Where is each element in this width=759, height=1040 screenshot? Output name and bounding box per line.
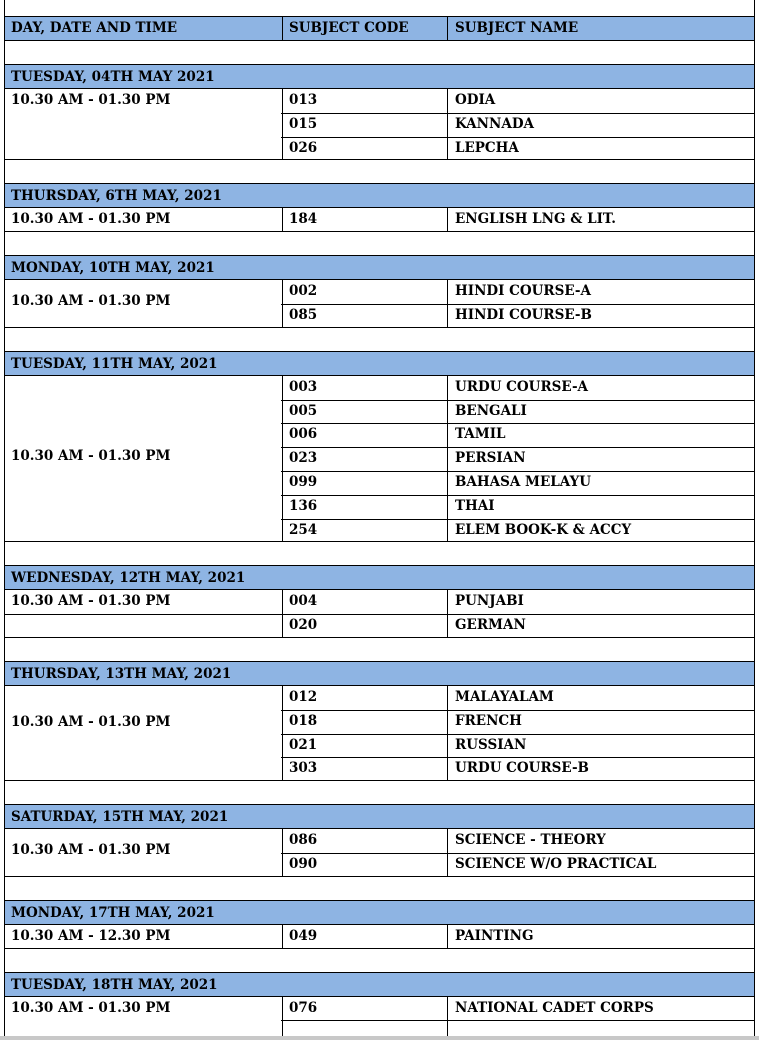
column-divider-2 xyxy=(447,89,448,159)
blank-spacer-row xyxy=(4,781,755,805)
subject-name: HINDI COURSE-B xyxy=(455,306,592,323)
date-header-row xyxy=(4,973,755,997)
blank-spacer-row xyxy=(4,328,755,352)
subject-code: 015 xyxy=(289,115,318,132)
exam-date: WEDNESDAY, 12TH MAY, 2021 xyxy=(11,570,246,587)
subject-code: 023 xyxy=(289,450,318,467)
date-header-row xyxy=(4,65,755,89)
blank-spacer-row xyxy=(4,41,755,65)
date-header-row xyxy=(4,352,755,376)
subject-code: 076 xyxy=(289,999,318,1016)
exam-date: TUESDAY, 11TH MAY, 2021 xyxy=(11,355,218,372)
subject-code: 006 xyxy=(289,426,318,443)
date-header-row xyxy=(4,256,755,280)
subject-code: 254 xyxy=(289,521,318,538)
subject-row-divider xyxy=(281,757,755,758)
header-day-date-time: DAY, DATE AND TIME xyxy=(11,20,178,36)
exam-time: 10.30 AM - 01.30 PM xyxy=(11,211,171,228)
subject-name: HINDI COURSE-A xyxy=(455,283,591,300)
exam-time: 10.30 AM - 01.30 PM xyxy=(11,448,171,465)
header-divider-1 xyxy=(282,17,283,40)
column-divider-1 xyxy=(282,376,283,542)
subject-name: PERSIAN xyxy=(455,450,526,467)
subject-code: 003 xyxy=(289,378,318,395)
date-header-row xyxy=(4,662,755,686)
subject-name: THAI xyxy=(455,497,495,514)
subject-code: 013 xyxy=(289,92,318,108)
subject-code: 012 xyxy=(289,689,318,705)
subject-row-divider xyxy=(281,853,755,854)
subject-name: ENGLISH LNG & LIT. xyxy=(455,211,616,228)
column-divider-1 xyxy=(282,89,283,159)
exam-time: 10.30 AM - 01.30 PM xyxy=(11,841,171,858)
subject-name: SCIENCE - THEORY xyxy=(455,832,606,849)
subject-name: GERMAN xyxy=(455,617,526,634)
subject-row-divider xyxy=(281,447,755,448)
subject-row-divider xyxy=(281,519,755,520)
exam-date: THURSDAY, 13TH MAY, 2021 xyxy=(11,666,232,682)
date-header-row xyxy=(4,184,755,208)
subject-code: 021 xyxy=(289,736,318,753)
exam-slot-block xyxy=(4,925,755,949)
exam-slot-block xyxy=(4,89,755,160)
column-divider-2 xyxy=(447,925,448,948)
exam-date: MONDAY, 17TH MAY, 2021 xyxy=(11,904,215,921)
subject-row-divider xyxy=(281,710,755,711)
subject-name: PAINTING xyxy=(455,927,534,944)
subject-name: KANNADA xyxy=(455,115,534,132)
column-divider-2 xyxy=(447,376,448,542)
column-divider-2 xyxy=(447,997,448,1040)
subject-code: 136 xyxy=(289,497,318,514)
exam-time: 10.30 AM - 12.30 PM xyxy=(11,927,171,944)
subject-row-divider xyxy=(281,495,755,496)
header-subject-name: SUBJECT NAME xyxy=(455,20,579,36)
subject-name: ODIA xyxy=(455,92,496,108)
subject-row-divider xyxy=(4,614,755,615)
exam-time: 10.30 AM - 01.30 PM xyxy=(11,92,171,108)
exam-time: 10.30 AM - 01.30 PM xyxy=(11,999,171,1016)
subject-code: 085 xyxy=(289,306,318,323)
exam-slot-block xyxy=(4,997,755,1040)
subject-row-divider xyxy=(281,423,755,424)
top-blank-row xyxy=(4,0,755,17)
subject-row-divider xyxy=(281,1020,755,1021)
blank-spacer-row xyxy=(4,160,755,184)
date-header-row xyxy=(4,805,755,829)
subject-name: SCIENCE W/O PRACTICAL xyxy=(455,855,657,872)
subject-row-divider xyxy=(281,471,755,472)
subject-code: 020 xyxy=(289,617,318,634)
date-header-row xyxy=(4,901,755,925)
subject-name: BAHASA MELAYU xyxy=(455,473,591,490)
subject-row-divider xyxy=(281,113,755,114)
exam-date: SATURDAY, 15TH MAY, 2021 xyxy=(11,809,229,826)
subject-code: 026 xyxy=(289,139,318,156)
subject-name: MALAYALAM xyxy=(455,689,554,705)
subject-name: ELEM BOOK-K & ACCY xyxy=(455,521,632,538)
subject-row-divider xyxy=(281,400,755,401)
date-header-row xyxy=(4,566,755,590)
subject-name: URDU COURSE-A xyxy=(455,378,589,395)
subject-code: 004 xyxy=(289,593,318,610)
exam-time: 10.30 AM - 01.30 PM xyxy=(11,593,171,610)
subject-code: 005 xyxy=(289,402,318,419)
column-divider-1 xyxy=(282,925,283,948)
exam-date: MONDAY, 10TH MAY, 2021 xyxy=(11,260,215,277)
column-divider-2 xyxy=(447,208,448,231)
subject-code: 086 xyxy=(289,832,318,849)
subject-row-divider xyxy=(281,137,755,138)
exam-time: 10.30 AM - 01.30 PM xyxy=(11,292,171,309)
exam-time: 10.30 AM - 01.30 PM xyxy=(11,713,171,730)
subject-code: 099 xyxy=(289,473,318,490)
column-divider-1 xyxy=(282,208,283,231)
blank-spacer-row xyxy=(4,949,755,973)
subject-code: 049 xyxy=(289,927,318,944)
subject-row-divider xyxy=(281,734,755,735)
header-subject-code: SUBJECT CODE xyxy=(289,20,409,36)
exam-date: TUESDAY, 18TH MAY, 2021 xyxy=(11,976,218,993)
blank-spacer-row xyxy=(4,877,755,901)
column-divider-1 xyxy=(282,997,283,1040)
subject-code: 018 xyxy=(289,712,318,729)
page-edge-shadow xyxy=(0,1036,759,1040)
subject-code: 090 xyxy=(289,855,318,872)
exam-date: THURSDAY, 6TH MAY, 2021 xyxy=(11,188,222,205)
subject-name: LEPCHA xyxy=(455,139,519,156)
subject-code: 184 xyxy=(289,211,318,228)
header-divider-2 xyxy=(447,17,448,40)
subject-name: FRENCH xyxy=(455,712,522,729)
blank-spacer-row xyxy=(4,638,755,662)
table-header-row xyxy=(4,17,755,41)
exam-slot-block xyxy=(4,376,755,543)
subject-name: NATIONAL CADET CORPS xyxy=(455,999,654,1016)
subject-name: RUSSIAN xyxy=(455,736,527,753)
subject-code: 002 xyxy=(289,283,318,300)
subject-name: PUNJABI xyxy=(455,593,524,610)
exam-slot-block xyxy=(4,208,755,232)
exam-date: TUESDAY, 04TH MAY 2021 xyxy=(11,69,215,85)
subject-row-divider xyxy=(281,304,755,305)
blank-spacer-row xyxy=(4,232,755,256)
subject-name: URDU COURSE-B xyxy=(455,760,589,777)
subject-name: TAMIL xyxy=(455,426,506,443)
blank-spacer-row xyxy=(4,542,755,566)
subject-code: 303 xyxy=(289,760,318,777)
subject-name: BENGALI xyxy=(455,402,527,419)
